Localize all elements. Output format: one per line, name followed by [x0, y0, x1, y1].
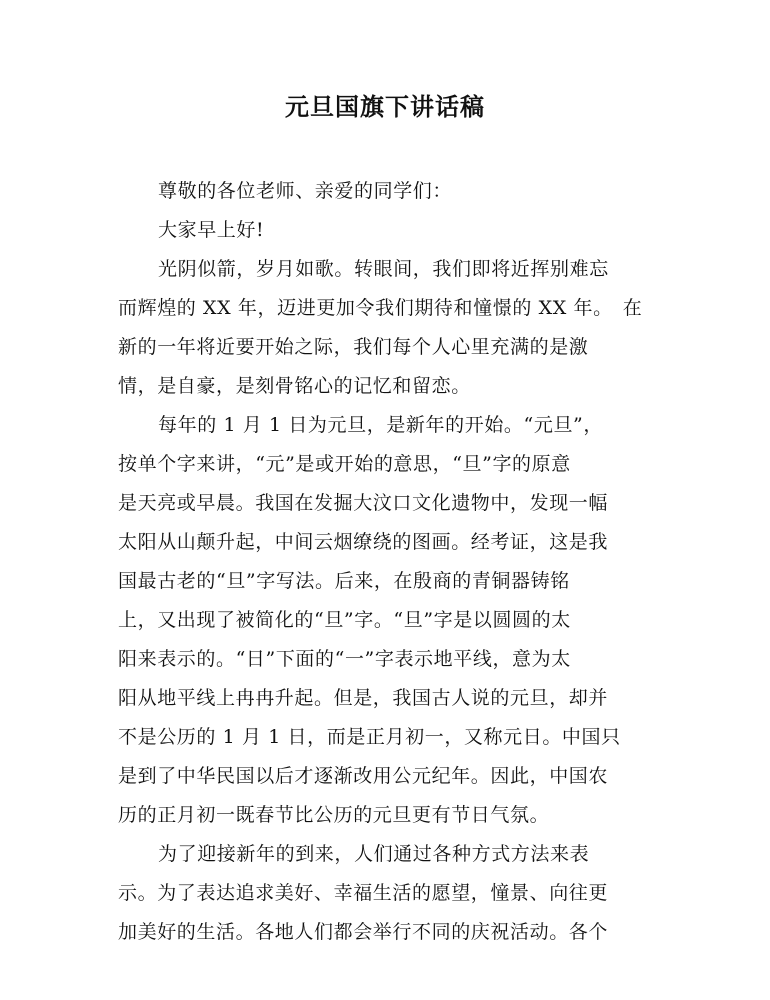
salutation-line: 尊敬的各位老师、亲爱的同学们： — [158, 180, 453, 202]
paragraph-line: 按单个字来讲，“元”是或开始的意思，“旦”字的原意 — [118, 453, 571, 475]
paragraph-line: 情，是自豪，是刻骨铭心的记忆和留恋。 — [118, 375, 471, 397]
paragraph-line: 阳来表示的。“日”下面的“一”字表示地平线，意为太 — [118, 648, 571, 670]
paragraph-line: 国最古老的“旦”字写法。后来，在殷商的青铜器铸铭 — [118, 570, 570, 592]
paragraph-line: 每年的 1 月 1 日为元旦，是新年的开始。“元旦”， — [158, 414, 603, 436]
document-body — [118, 172, 658, 952]
paragraph-line: 是天亮或早晨。我国在发掘大汶口文化遗物中，发现一幅 — [118, 492, 609, 514]
paragraph-line: 上，又出现了被简化的“旦”字。“旦”字是以圆圆的太 — [118, 609, 571, 631]
paragraph-line: 示。为了表达追求美好、幸福生活的愿望，憧景、向往更 — [118, 882, 609, 904]
paragraph-line: 加美好的生活。各地人们都会举行不同的庆祝活动。各个 — [118, 921, 609, 943]
document-title: 元旦国旗下讲话稿 — [285, 93, 485, 121]
greeting-line: 大家早上好! — [158, 219, 265, 241]
paragraph-line: 而辉煌的 XX 年，迈进更加令我们期待和憧憬的 XX 年。 在 — [118, 297, 643, 319]
paragraph-line: 为了迎接新年的到来，人们通过各种方式方法来表 — [158, 843, 590, 865]
paragraph-line: 是到了中华民国以后才逐渐改用公元纪年。因此，中国农 — [118, 765, 609, 787]
paragraph-line: 太阳从山颠升起，中间云烟缭绕的图画。经考证，这是我 — [118, 531, 609, 553]
paragraph-line: 光阴似箭，岁月如歌。转眼间，我们即将近挥别难忘 — [158, 258, 609, 280]
paragraph-line: 新的一年将近要开始之际，我们每个人心里充满的是激 — [118, 336, 589, 358]
paragraph-line: 历的正月初一既春节比公历的元旦更有节日气氛。 — [118, 804, 550, 826]
paragraph-line: 不是公历的 1 月 1 日，而是正月初一，又称元日。中国只 — [118, 726, 621, 748]
paragraph-line: 阳从地平线上冉冉升起。但是，我国古人说的元旦，却并 — [118, 687, 609, 709]
